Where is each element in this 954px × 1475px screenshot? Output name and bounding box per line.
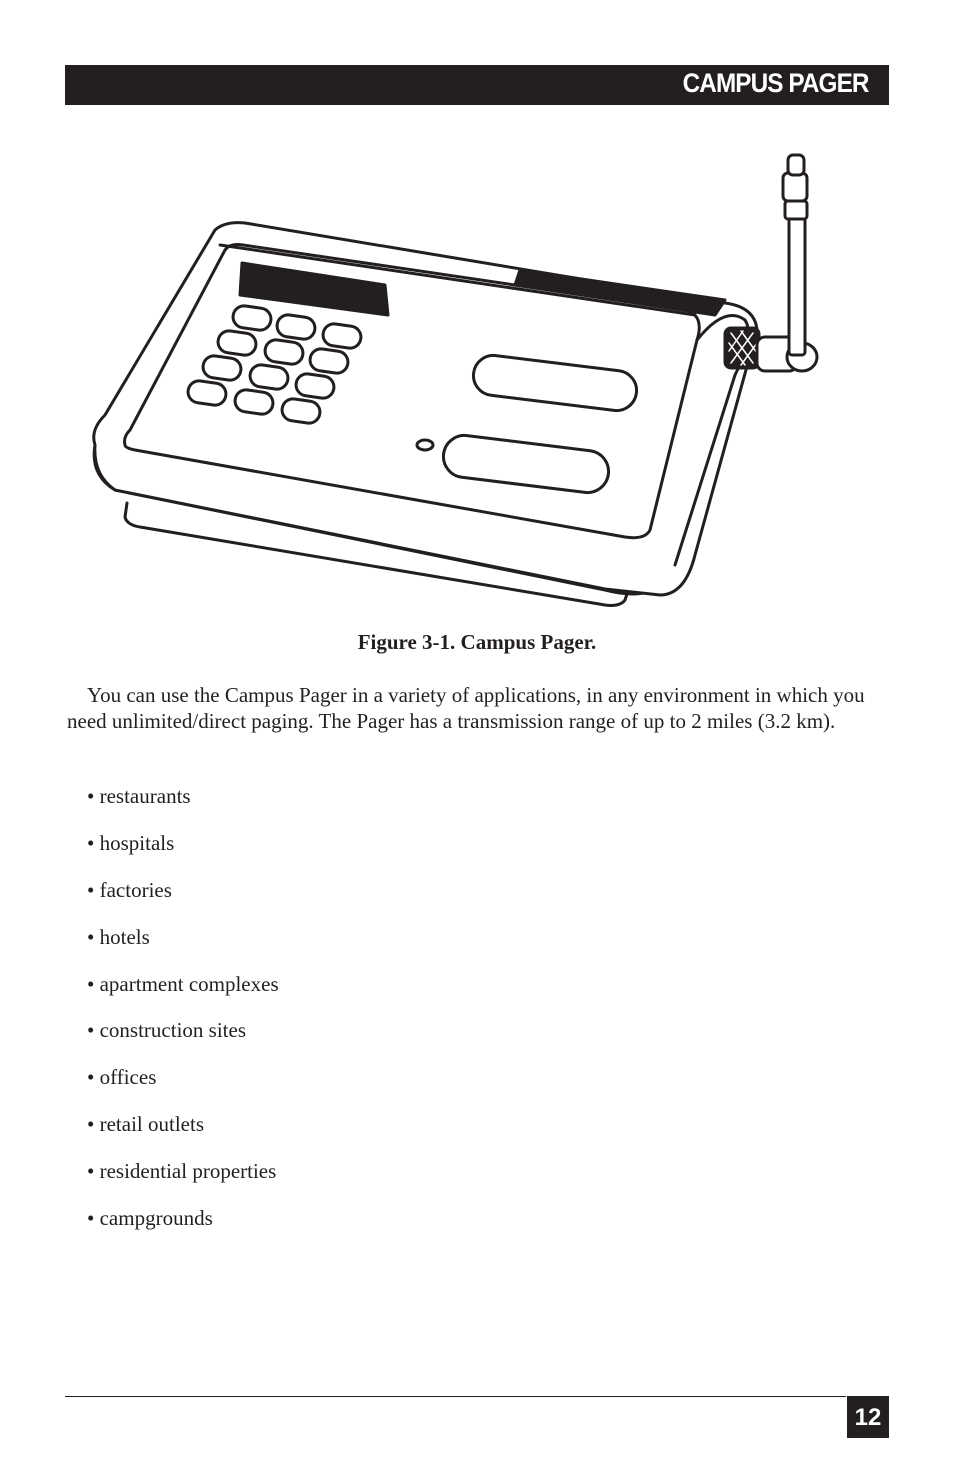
- bullet: •: [87, 1065, 95, 1090]
- header-bar: [65, 65, 889, 105]
- list-item-text: hotels: [99, 924, 150, 949]
- list-item-text: factories: [99, 877, 172, 902]
- antenna-collar: [785, 201, 807, 219]
- antenna-mast: [789, 217, 805, 355]
- list-item-text: apartment complexes: [99, 971, 279, 996]
- list-item: [87, 1064, 279, 1111]
- bullet: •: [87, 971, 95, 996]
- list-item-text: restaurants: [99, 784, 191, 808]
- bullet: •: [87, 1018, 95, 1043]
- list-item-text: hospitals: [99, 830, 175, 855]
- bullet: •: [87, 877, 95, 902]
- intro-paragraph: You can use the Campus Pager in a variety of applications, in any environment in which you need unlimited/direct paging. The Pager has a transmission range of up to 2 miles (3.2 km).: [67, 683, 865, 733]
- figure-caption: Figure 3-1. Campus Pager.: [357, 630, 597, 654]
- bullet: •: [87, 784, 95, 808]
- list-item: [87, 830, 279, 877]
- pager-body: [94, 223, 757, 595]
- bullet: •: [87, 924, 95, 949]
- pager-drawing: [85, 145, 825, 615]
- bullet: •: [87, 1206, 95, 1231]
- page-number: 12: [847, 1396, 889, 1438]
- list-item-text: offices: [99, 1065, 157, 1090]
- footer-rule: [65, 1396, 846, 1397]
- applications-list: [87, 783, 279, 1252]
- list-item-text: retail outlets: [99, 1112, 204, 1137]
- bullet: •: [87, 1159, 95, 1184]
- list-item: [87, 877, 279, 924]
- bullet: •: [87, 830, 95, 855]
- list-item-text: campgrounds: [99, 1206, 213, 1231]
- list-item-text: construction sites: [99, 1018, 247, 1043]
- list-item-text: residential properties: [99, 1159, 277, 1184]
- list-item: [87, 1205, 279, 1252]
- antenna-segment: [783, 173, 807, 201]
- header-title: CAMPUS PAGER: [683, 68, 869, 98]
- list-item: [87, 783, 279, 830]
- pager-illustration: [85, 145, 825, 615]
- list-item: [87, 1158, 279, 1205]
- pager-indicator-light: [417, 440, 433, 450]
- list-item: [87, 971, 279, 1018]
- list-item: [87, 1111, 279, 1158]
- antenna-tip: [788, 155, 804, 175]
- bullet: •: [87, 1112, 95, 1137]
- list-item: [87, 924, 279, 971]
- list-item: [87, 1017, 279, 1064]
